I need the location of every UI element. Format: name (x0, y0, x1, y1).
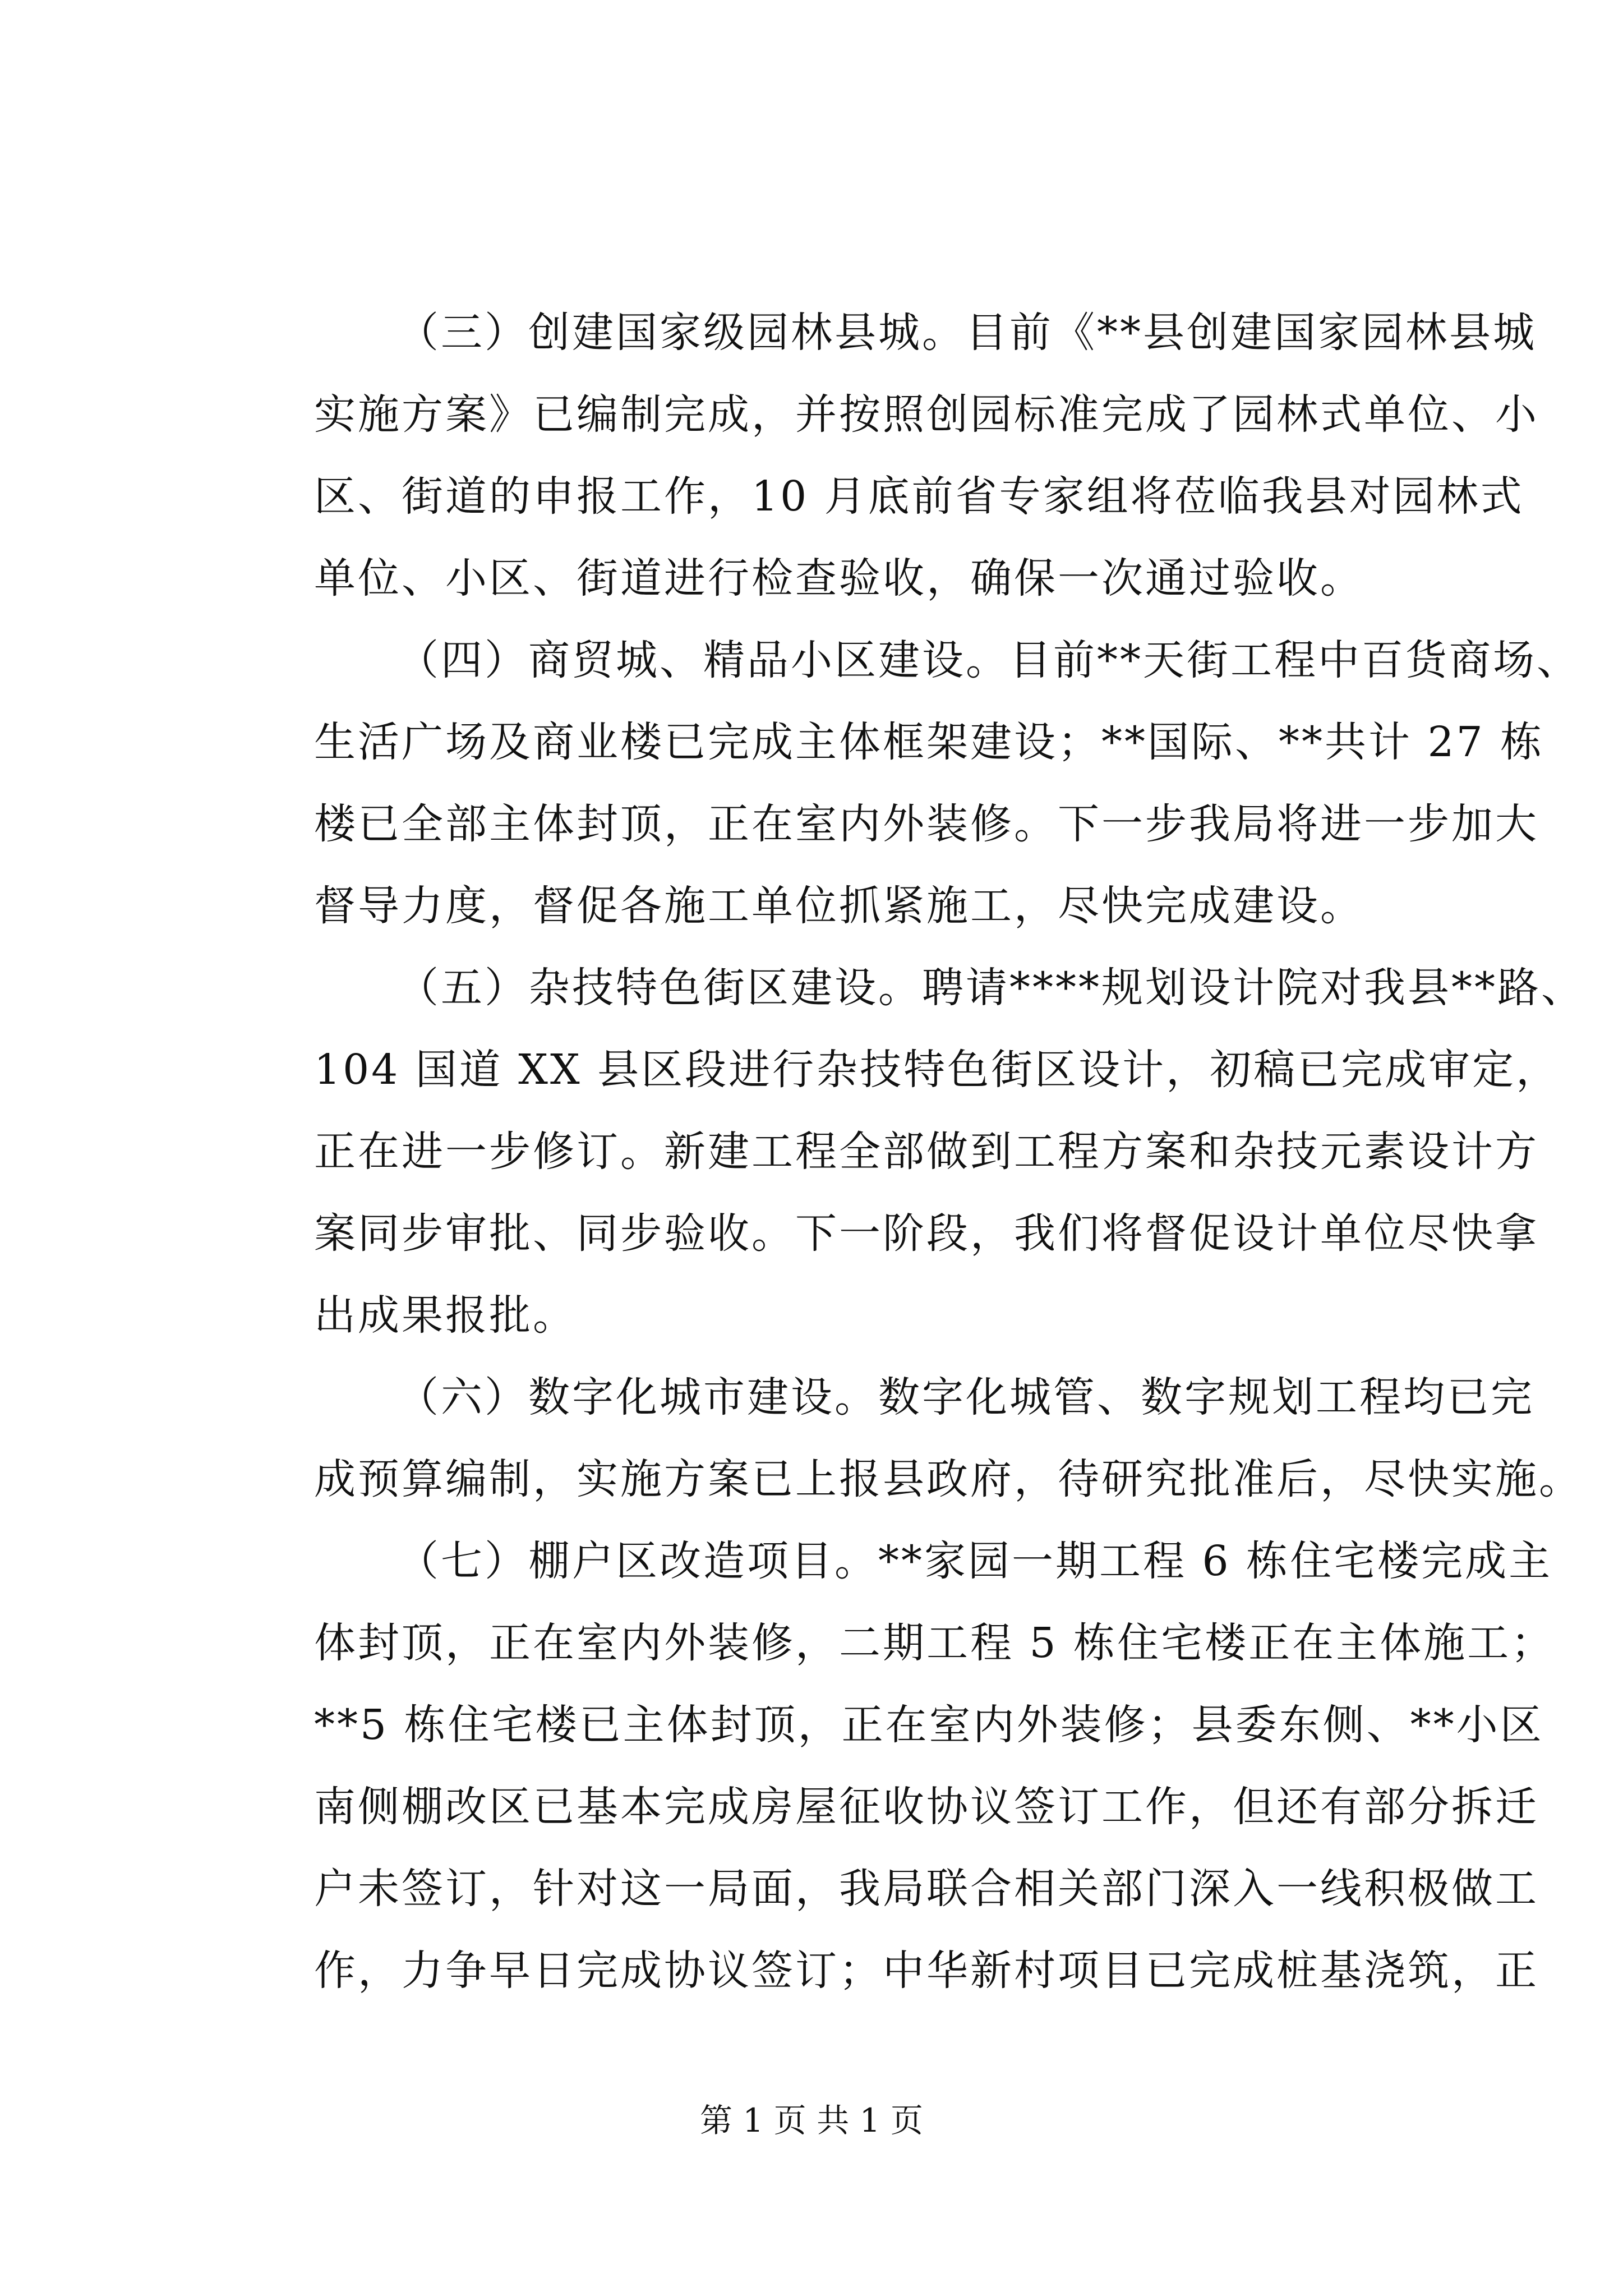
paragraph-3-line-2: 实施方案》已编制完成，并按照创园标准完成了园林式单位、小 (314, 390, 1539, 439)
paragraph-7-line-3: **5 栋住宅楼已主体封顶，正在室内外装修；县委东侧、**小区 (314, 1701, 1544, 1749)
paragraph-5-line-3: 正在进一步修订。新建工程全部做到工程方案和杂技元素设计方 (314, 1128, 1539, 1176)
paragraph-4-line-1: （四）商贸城、精品小区建设。目前**天街工程中百货商场、 (397, 636, 1580, 684)
paragraph-5-line-4: 案同步审批、同步验收。下一阶段，我们将督促设计单位尽快拿 (314, 1209, 1539, 1258)
paragraph-7-line-2: 体封顶，正在室内外装修，二期工程 5 栋住宅楼正在主体施工； (314, 1619, 1555, 1667)
page-footer: 第 1 页 共 1 页 (700, 2101, 923, 2139)
paragraph-3-line-1: （三）创建国家级园林县城。目前《**县创建国家园林县城 (397, 309, 1537, 357)
paragraph-7-line-6: 作，力争早日完成协议签订；中华新村项目已完成桩基浇筑，正 (314, 1947, 1539, 1995)
paragraph-4-line-4: 督导力度，督促各施工单位抓紧施工，尽快完成建设。 (314, 882, 1364, 930)
paragraph-7-line-5: 户未签订，针对这一局面，我局联合相关部门深入一线积极做工 (314, 1865, 1539, 1913)
document-body (314, 292, 1585, 2012)
paragraph-7-line-4: 南侧棚改区已基本完成房屋征收协议签订工作，但还有部分拆迁 (314, 1783, 1539, 1831)
paragraph-4-line-3: 楼已全部主体封顶，正在室内外装修。下一步我局将进一步加大 (314, 800, 1539, 848)
paragraph-5-line-2: 104 国道 XX 县区段进行杂技特色街区设计，初稿已完成审定， (314, 1046, 1560, 1094)
paragraph-3-line-4: 单位、小区、街道进行检查验收，确保一次通过验收。 (314, 554, 1364, 602)
paragraph-3-line-3: 区、街道的申报工作，10 月底前省专家组将莅临我县对园林式 (314, 472, 1524, 521)
paragraph-5-line-1: （五）杂技特色街区建设。聘请****规划设计院对我县**路、 (397, 964, 1585, 1012)
paragraph-7-line-1: （七）棚户区改造项目。**家园一期工程 6 栋住宅楼完成主 (397, 1537, 1553, 1585)
paragraph-5-line-5: 出成果报批。 (314, 1291, 577, 1340)
paragraph-4-line-2: 生活广场及商业楼已完成主体框架建设；**国际、**共计 27 栋 (314, 718, 1544, 766)
paragraph-6-line-2: 成预算编制，实施方案已上报县政府，待研究批准后，尽快实施。 (314, 1455, 1583, 1503)
paragraph-6-line-1: （六）数字化城市建设。数字化城管、数字规划工程均已完 (397, 1373, 1534, 1421)
